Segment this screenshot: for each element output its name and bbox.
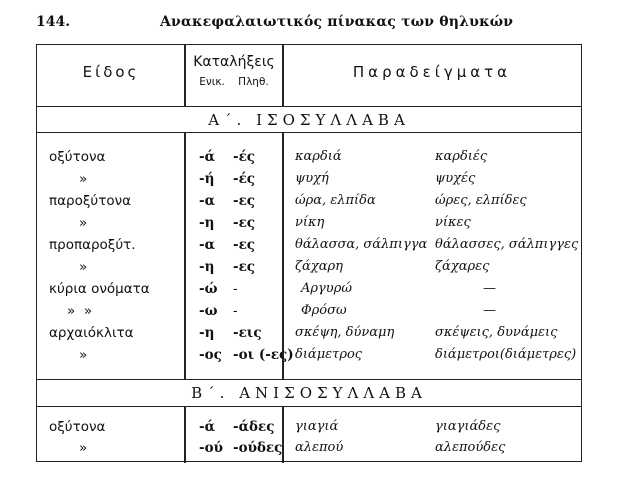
header-kataliksis-sub: Ενικ. Πληθ. <box>199 76 269 88</box>
header-eidos: Είδος <box>82 63 140 81</box>
table-row <box>37 171 581 191</box>
cell-example-plural: γιαγιάδες <box>435 419 501 434</box>
cell-example-plural: αλεπούδες <box>435 440 506 455</box>
cell-ending-singular: -η <box>199 259 215 275</box>
cell-ending-singular: -ος <box>199 347 222 363</box>
cell-example-singular: καρδιά <box>295 149 342 164</box>
cell-example-singular: γιαγιά <box>295 419 339 434</box>
cell-example-singular: Φρόσω <box>301 303 347 318</box>
cell-ending-singular: -ού <box>199 440 223 456</box>
column-divider <box>282 45 284 107</box>
cell-example-plural: θάλασσες, σάλπιγγες <box>435 237 579 252</box>
cell-example-singular: νίκη <box>295 215 325 230</box>
cell-ending-plural: -άδες <box>233 419 275 435</box>
cell-eidos: » <box>79 347 88 363</box>
table-row <box>37 440 581 460</box>
table-row <box>37 347 581 367</box>
cell-eidos: » <box>79 440 88 456</box>
cell-example-plural: σκέψεις, δυνάμεις <box>435 325 558 340</box>
cell-ending-singular: -α <box>199 237 215 253</box>
cell-example-plural: ζάχαρες <box>435 259 490 274</box>
cell-example-plural: ώρες, ελπίδες <box>435 193 527 208</box>
cell-example-plural: — <box>483 281 496 296</box>
cell-ending-singular: -ή <box>199 171 215 187</box>
cell-ending-plural: - <box>233 281 238 297</box>
cell-ending-plural: -ούδες <box>233 440 283 456</box>
table-row <box>37 259 581 279</box>
cell-ending-plural: - <box>233 303 238 319</box>
cell-eidos: προπαροξύτ. <box>49 237 136 253</box>
page-header <box>0 14 622 36</box>
cell-ending-plural: -ές <box>233 149 256 165</box>
cell-example-singular: ζάχαρη <box>295 259 343 274</box>
cell-ending-plural: -ες <box>233 237 256 253</box>
cell-ending-plural: -ες <box>233 215 256 231</box>
cell-ending-plural: -εις <box>233 325 262 341</box>
cell-ending-plural: -ες <box>233 259 256 275</box>
cell-eidos: » <box>79 259 88 275</box>
page-title: Ανακεφαλαιωτικός πίνακας των θηλυκών <box>160 14 514 30</box>
section-a-title: Α΄. ΙΣΟΣΥΛΛΑΒΑ <box>37 107 581 133</box>
table-row <box>37 149 581 169</box>
cell-example-singular: θάλασσα, σάλπιγγα <box>295 237 428 252</box>
cell-eidos: αρχαιόκλιτα <box>49 325 134 341</box>
cell-ending-plural: -ές <box>233 171 256 187</box>
cell-ending-singular: -ά <box>199 419 215 435</box>
table-header <box>37 45 581 107</box>
summary-table <box>36 44 582 462</box>
cell-example-singular: αλεπού <box>295 440 344 455</box>
cell-eidos: » » <box>67 303 93 319</box>
cell-example-plural: ψυχές <box>435 171 476 186</box>
cell-ending-plural: -οι (-ες) <box>233 347 294 363</box>
cell-example-singular: ψυχή <box>295 171 329 186</box>
cell-eidos: οξύτονα <box>49 149 106 165</box>
cell-eidos: οξύτονα <box>49 419 106 435</box>
table-row <box>37 193 581 213</box>
table-row <box>37 419 581 439</box>
cell-eidos: κύρια ονόματα <box>49 281 150 297</box>
cell-ending-singular: -ω <box>199 303 218 319</box>
cell-example-plural: — <box>483 303 496 318</box>
cell-ending-singular: -η <box>199 325 215 341</box>
cell-eidos: » <box>79 215 88 231</box>
table-row <box>37 325 581 345</box>
cell-ending-singular: -ώ <box>199 281 218 297</box>
cell-ending-singular: -ά <box>199 149 215 165</box>
cell-eidos: » <box>79 171 88 187</box>
cell-eidos: παροξύτονα <box>49 193 132 209</box>
cell-example-plural: διάμετροι(διάμετρες) <box>435 347 577 362</box>
table-row <box>37 281 581 301</box>
page-number: 144. <box>36 14 71 30</box>
table-row <box>37 237 581 257</box>
section-b-title: Β΄. ΑΝΙΣΟΣΥΛΛΑΒΑ <box>37 379 581 407</box>
cell-ending-singular: -η <box>199 215 215 231</box>
column-divider <box>184 45 186 107</box>
cell-example-plural: καρδιές <box>435 149 488 164</box>
cell-ending-singular: -α <box>199 193 215 209</box>
cell-example-plural: νίκες <box>435 215 471 230</box>
cell-example-singular: σκέψη, δύναμη <box>295 325 395 340</box>
cell-example-singular: διάμετρος <box>295 347 363 362</box>
header-paradeigmata: Παραδείγματα <box>352 63 512 81</box>
cell-example-singular: Αργυρώ <box>301 281 352 296</box>
cell-ending-plural: -ες <box>233 193 256 209</box>
cell-example-singular: ώρα, ελπίδα <box>295 193 376 208</box>
table-row <box>37 303 581 323</box>
table-row <box>37 215 581 235</box>
header-kataliksis: Καταλήξεις <box>193 54 275 70</box>
